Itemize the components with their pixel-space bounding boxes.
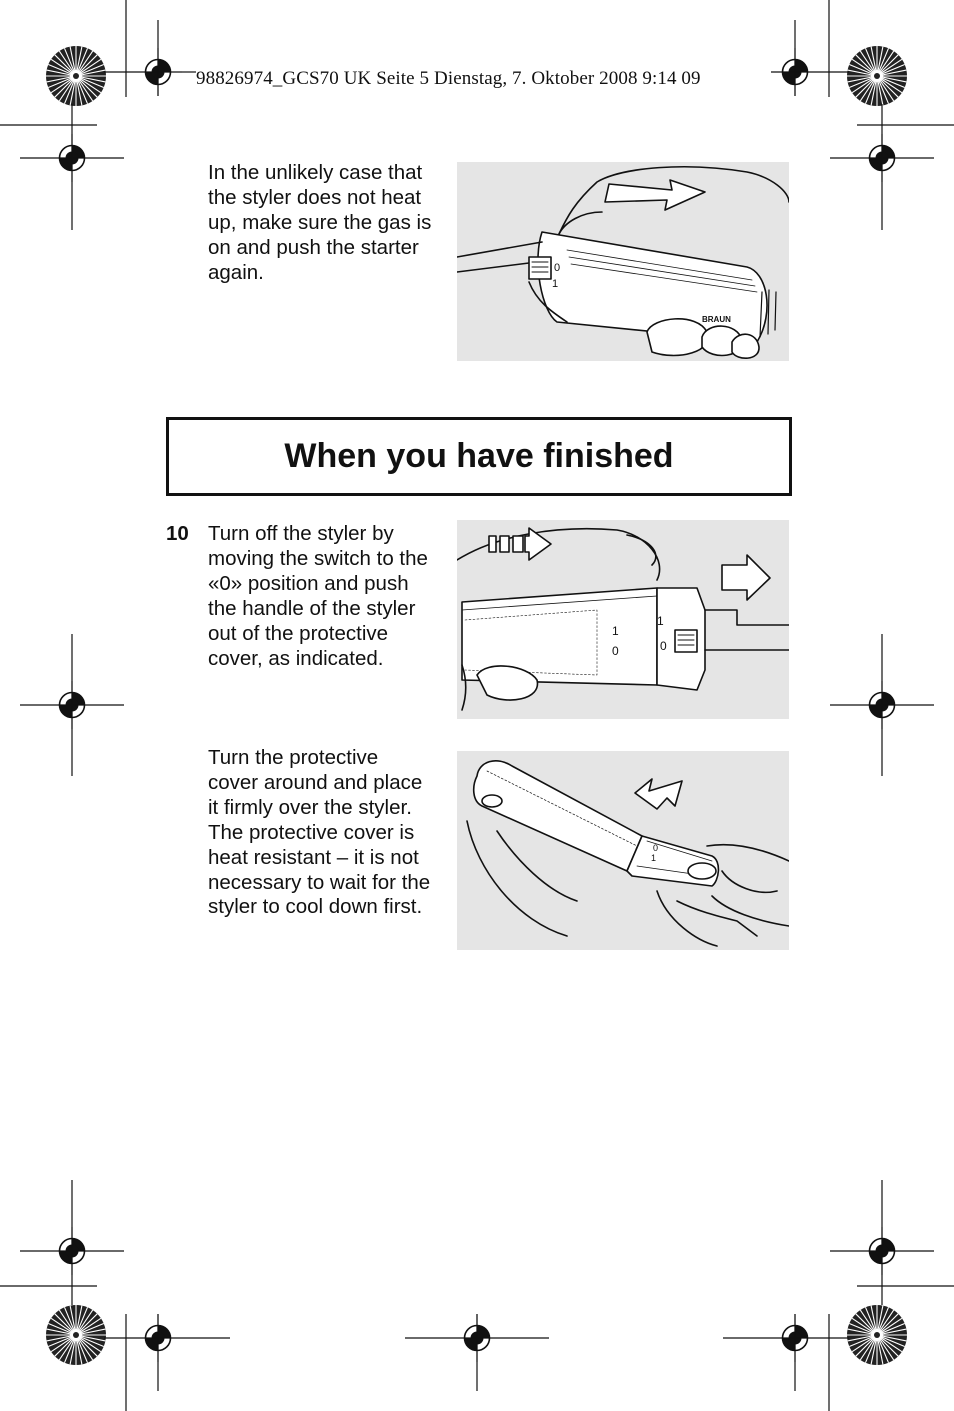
switch-label-1: 1 — [657, 614, 664, 628]
section-title: When you have finished — [284, 437, 674, 475]
figure-push-starter — [457, 162, 789, 361]
cover-instruction-text: Turn the protective cover around and place it firmly over the styler. The protective cover is heat resistant – it is not necessary to wait for the styler to cool down first. — [208, 746, 431, 919]
switch-label-1: 1 — [552, 278, 559, 290]
figure-replace-cover — [457, 751, 789, 950]
styler-cover-illustration — [457, 520, 789, 719]
figure-turn-off-switch — [457, 520, 789, 719]
cover-placement-illustration — [457, 751, 789, 950]
styler-illustration — [457, 162, 789, 361]
switch-label-0: 0 — [554, 262, 561, 274]
brand-logo-text: BRAUN — [702, 315, 731, 324]
switch-label-0: 0 — [660, 639, 667, 653]
section-heading-box — [166, 417, 792, 496]
intro-text: In the unlikely case that the styler does not heat up, make sure the gas is on and push the starter again. — [208, 161, 432, 284]
step-number: 10 — [166, 522, 189, 545]
step-10-text: Turn off the styler by moving the switch to the «0» position and push the handle of the styler out of the protective cover, as indicated. — [208, 522, 428, 670]
cover-label-0: 0 — [612, 644, 619, 658]
print-slug: 98826974_GCS70 UK Seite 5 Dienstag, 7. Oktober 2008 9:14 09 — [196, 68, 701, 89]
switch-label-1: 1 — [651, 853, 657, 863]
switch-label-0: 0 — [653, 843, 659, 853]
cover-label-1: 1 — [612, 624, 619, 638]
